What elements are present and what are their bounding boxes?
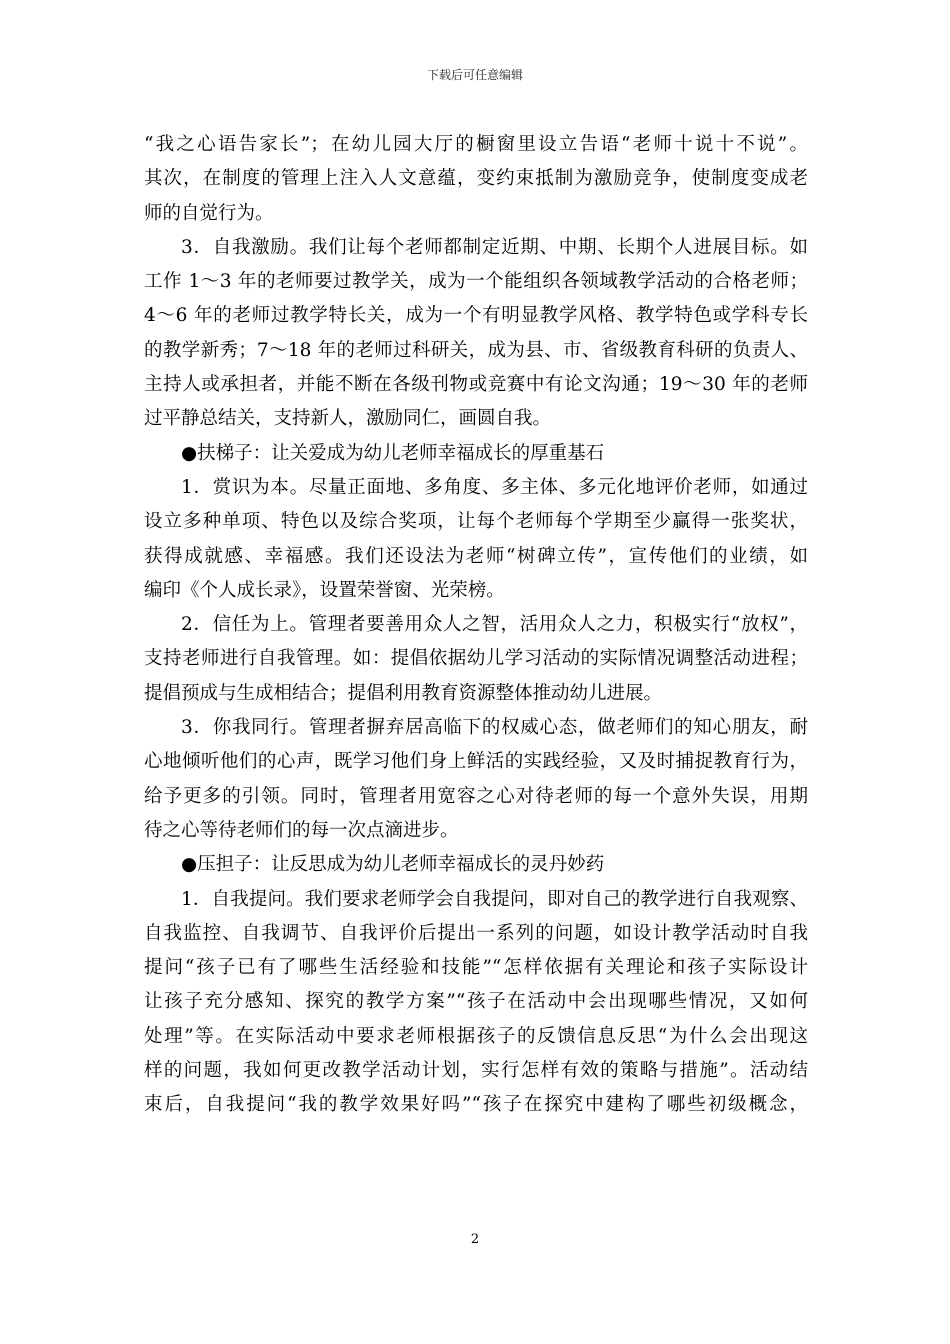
text-line: 提问“孩子已有了哪些生活经验和技能”“怎样依据有关理论和孩子实际设计 bbox=[144, 957, 808, 979]
section-heading: ●压担子：让反思成为幼儿老师幸福成长的灵丹妙药 bbox=[181, 854, 605, 876]
text-line: 获得成就感、幸福感。我们还设法为老师“树碑立传”，宣传他们的业绩，如 bbox=[144, 545, 808, 567]
text-line: 工作 1～3 年的老师要过教学关，成为一个能组织各领域教学活动的合格老师； bbox=[144, 271, 808, 293]
text-line: “我之心语告家长”；在幼儿园大厅的橱窗里设立告语“老师十说十不说”。 bbox=[144, 134, 808, 155]
text-line: 其次，在制度的管理上注入人文意蕴，变约束抵制为激励竞争，使制度变成老 bbox=[144, 168, 808, 190]
text-line: 给予更多的引领。同时，管理者用宽容之心对待老师的每一个意外失误，用期 bbox=[144, 785, 808, 807]
text-line: 设立多种单项、特色以及综合奖项，让每个老师每个学期至少赢得一张奖状， bbox=[144, 511, 808, 533]
text-line: 让孩子充分感知、探究的教学方案”“孩子在活动中会出现哪些情况，又如何 bbox=[144, 991, 808, 1013]
text-line: 支持老师进行自我管理。如：提倡依据幼儿学习活动的实际情况调整活动进程； bbox=[144, 648, 808, 670]
text-line: 处理”等。在实际活动中要求老师根据孩子的反馈信息反思“为什么会出现这 bbox=[144, 1025, 808, 1047]
text-line: 1．自我提问。我们要求老师学会自我提问，即对自己的教学进行自我观察、 bbox=[181, 888, 808, 910]
text-line: 3．你我同行。管理者摒弃居高临下的权威心态，做老师们的知心朋友，耐 bbox=[181, 717, 808, 739]
text-line: 提倡预成与生成相结合；提倡利用教育资源整体推动幼儿进展。 bbox=[144, 682, 663, 704]
text-line: 样的问题，我如何更改教学活动计划，实行怎样有效的策略与措施”。活动结 bbox=[144, 1060, 808, 1082]
text-line: 1．赏识为本。尽量正面地、多角度、多主体、多元化地评价老师，如通过 bbox=[181, 476, 808, 498]
page-number: 2 bbox=[470, 1232, 480, 1247]
text-line: 待之心等待老师们的每一次点滴进步。 bbox=[144, 819, 459, 841]
text-line: 3．自我激励。我们让每个老师都制定近期、中期、长期个人进展目标。如 bbox=[181, 236, 808, 258]
text-line: 师的自觉行为。 bbox=[144, 202, 274, 224]
text-line: 2．信任为上。管理者要善用众人之智，活用众人之力，积极实行“放权”， bbox=[181, 614, 808, 636]
document-body bbox=[144, 128, 808, 1123]
text-line: 束后，自我提问“我的教学效果好吗”“孩子在探究中建构了哪些初级概念， bbox=[144, 1094, 808, 1116]
section-heading: ●扶梯子：让关爱成为幼儿老师幸福成长的厚重基石 bbox=[181, 442, 605, 464]
text-line: 编印《个人成长录》，设置荣誉窗、光荣榜。 bbox=[144, 579, 505, 601]
text-line: 的教学新秀；7～18 年的老师过科研关，成为县、市、省级教育科研的负责人、 bbox=[144, 339, 808, 361]
page-header: 下载后可任意编辑 bbox=[426, 68, 523, 82]
text-line: 4～6 年的老师过教学特长关，成为一个有明显教学风格、教学特色或学科专长 bbox=[144, 305, 808, 327]
text-line: 过平静总结关，支持新人，激励同仁，画圆自我。 bbox=[144, 408, 552, 430]
text-line: 自我监控、自我调节、自我评价后提出一系列的问题，如设计教学活动时自我 bbox=[144, 922, 808, 944]
text-line: 主持人或承担者，并能不断在各级刊物或竞赛中有论文沟通；19～30 年的老师 bbox=[144, 374, 808, 396]
text-line: 心地倾听他们的心声，既学习他们身上鲜活的实践经验，又及时捕捉教育行为， bbox=[144, 751, 808, 773]
